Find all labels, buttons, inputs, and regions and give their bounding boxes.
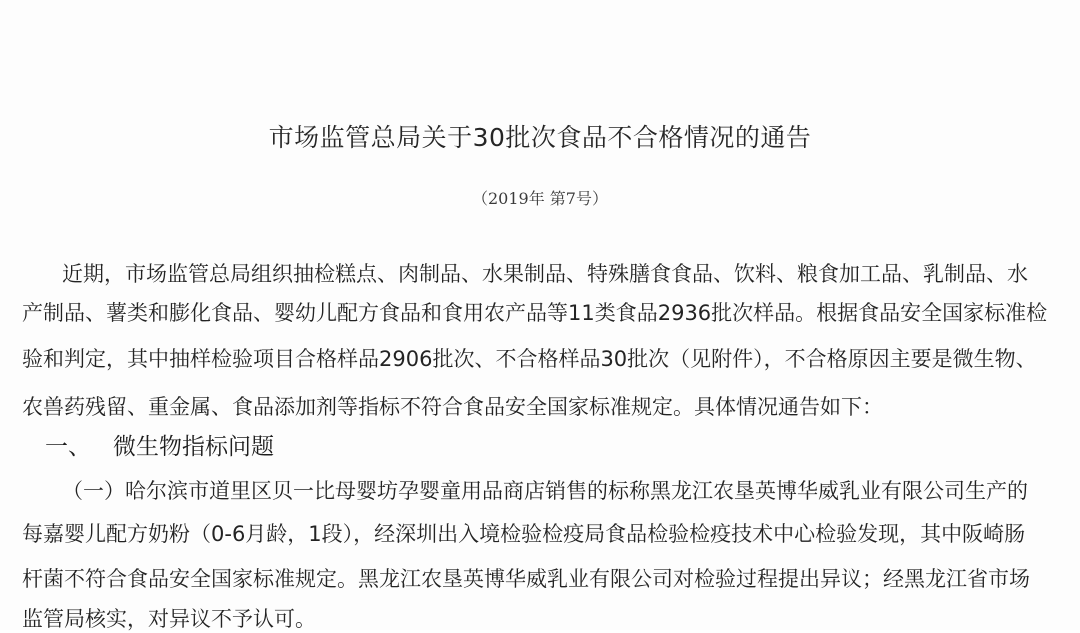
- item-line: 每嘉婴儿配方奶粉（0-6月龄，1段），经深圳出入境检验检疫局食品检验检疫技术中心检验发现，其中阪崎肠: [22, 522, 1026, 546]
- item-line: （一）哈尔滨市道里区贝一比母婴坊孕婴童用品商店销售的标称黑龙江农垦英博华威乳业有限公司生产的: [62, 479, 1028, 503]
- document-title: 市场监管总局关于30批次食品不合格情况的通告: [268, 123, 812, 152]
- section-title: 微生物指标问题: [113, 434, 274, 460]
- intro-line: 近期，市场监管总局组织抽检糕点、肉制品、水果制品、特殊膳食食品、饮料、粮食加工品、乳制品、水: [62, 262, 1028, 286]
- intro-line: 产制品、薯类和膨化食品、婴幼儿配方食品和食用农产品等11类食品2936批次样品。根据食品安全国家标准检: [22, 301, 1048, 325]
- item-line: 监管局核实，对异议不予认可。: [22, 607, 316, 631]
- section-heading: [45, 428, 274, 461]
- item-line: 杆菌不符合食品安全国家标准规定。黑龙江农垦英博华威乳业有限公司对检验过程提出异议；经黑龙江省市场: [22, 567, 1030, 591]
- section-number: 一、: [45, 434, 91, 460]
- document-number: （2019年 第7号）: [472, 189, 608, 208]
- intro-line: 验和判定，其中抽样检验项目合格样品2906批次、不合格样品30批次（见附件），不合格原因主要是微生物、: [22, 347, 1037, 371]
- intro-line: 农兽药残留、重金属、食品添加剂等指标不符合食品安全国家标准规定。具体情况通告如下：: [22, 395, 883, 419]
